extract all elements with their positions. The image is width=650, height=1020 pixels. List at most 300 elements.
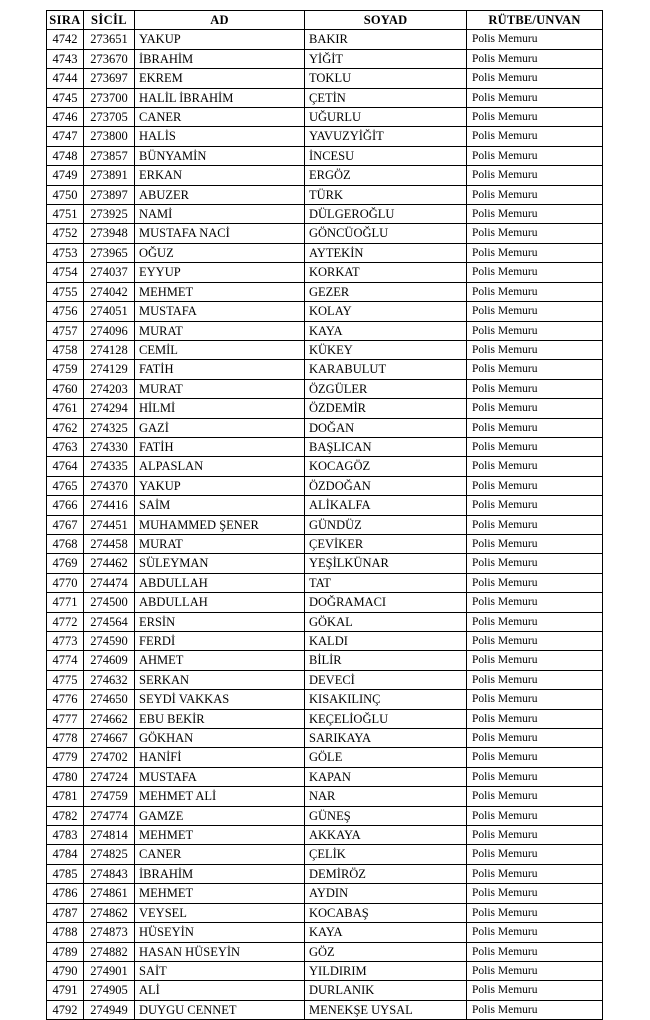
cell-rutbe: Polis Memuru <box>467 1000 603 1019</box>
cell-sira: 4777 <box>47 709 84 728</box>
cell-sicil: 273800 <box>84 127 135 146</box>
cell-sicil: 274129 <box>84 360 135 379</box>
cell-ad: ABDULLAH <box>135 593 305 612</box>
table-row <box>47 437 603 456</box>
cell-sicil: 274096 <box>84 321 135 340</box>
cell-sira: 4765 <box>47 476 84 495</box>
cell-soyad: BAŞLICAN <box>305 437 467 456</box>
cell-rutbe: Polis Memuru <box>467 108 603 127</box>
cell-soyad: KORKAT <box>305 263 467 282</box>
cell-soyad: DURLANIK <box>305 981 467 1000</box>
cell-rutbe: Polis Memuru <box>467 263 603 282</box>
cell-ad: NAMİ <box>135 205 305 224</box>
table-row <box>47 360 603 379</box>
table-row <box>47 88 603 107</box>
cell-rutbe: Polis Memuru <box>467 418 603 437</box>
table-row <box>47 108 603 127</box>
cell-sira: 4749 <box>47 166 84 185</box>
cell-rutbe: Polis Memuru <box>467 593 603 612</box>
table-row <box>47 709 603 728</box>
cell-soyad: KOCAGÖZ <box>305 457 467 476</box>
cell-rutbe: Polis Memuru <box>467 30 603 49</box>
table-row <box>47 496 603 515</box>
cell-sicil: 274905 <box>84 981 135 1000</box>
cell-ad: ERKAN <box>135 166 305 185</box>
cell-soyad: ÇETİN <box>305 88 467 107</box>
cell-rutbe: Polis Memuru <box>467 127 603 146</box>
cell-sicil: 274294 <box>84 399 135 418</box>
cell-rutbe: Polis Memuru <box>467 612 603 631</box>
cell-sicil: 274759 <box>84 787 135 806</box>
cell-sicil: 274862 <box>84 903 135 922</box>
cell-ad: OĞUZ <box>135 243 305 262</box>
table-header-row <box>47 11 603 30</box>
cell-ad: ABUZER <box>135 185 305 204</box>
cell-rutbe: Polis Memuru <box>467 573 603 592</box>
cell-ad: MUSTAFA NACİ <box>135 224 305 243</box>
table-row <box>47 263 603 282</box>
cell-soyad: BİLİR <box>305 651 467 670</box>
cell-soyad: GÜNDÜZ <box>305 515 467 534</box>
cell-sicil: 273925 <box>84 205 135 224</box>
cell-rutbe: Polis Memuru <box>467 457 603 476</box>
cell-sira: 4752 <box>47 224 84 243</box>
cell-sira: 4790 <box>47 961 84 980</box>
cell-soyad: GÖKAL <box>305 612 467 631</box>
cell-rutbe: Polis Memuru <box>467 748 603 767</box>
cell-sicil: 274609 <box>84 651 135 670</box>
cell-ad: HİLMİ <box>135 399 305 418</box>
cell-soyad: ÖZDEMİR <box>305 399 467 418</box>
cell-soyad: BAKIR <box>305 30 467 49</box>
cell-soyad: GÖLE <box>305 748 467 767</box>
cell-sicil: 274590 <box>84 632 135 651</box>
cell-sira: 4774 <box>47 651 84 670</box>
table-row <box>47 399 603 418</box>
cell-rutbe: Polis Memuru <box>467 690 603 709</box>
cell-rutbe: Polis Memuru <box>467 554 603 573</box>
cell-ad: MURAT <box>135 534 305 553</box>
cell-sira: 4776 <box>47 690 84 709</box>
cell-sira: 4743 <box>47 49 84 68</box>
cell-ad: MEHMET <box>135 826 305 845</box>
cell-soyad: KAYA <box>305 923 467 942</box>
personnel-roster-table <box>46 10 603 1020</box>
cell-sira: 4780 <box>47 767 84 786</box>
cell-rutbe: Polis Memuru <box>467 884 603 903</box>
column-header-ad: AD <box>135 11 305 30</box>
table-row <box>47 146 603 165</box>
table-row <box>47 340 603 359</box>
cell-sicil: 274458 <box>84 534 135 553</box>
cell-ad: MEHMET <box>135 884 305 903</box>
cell-ad: SEYDİ VAKKAS <box>135 690 305 709</box>
cell-ad: VEYSEL <box>135 903 305 922</box>
cell-rutbe: Polis Memuru <box>467 302 603 321</box>
cell-rutbe: Polis Memuru <box>467 340 603 359</box>
cell-soyad: KÜKEY <box>305 340 467 359</box>
cell-rutbe: Polis Memuru <box>467 360 603 379</box>
cell-sira: 4742 <box>47 30 84 49</box>
cell-sicil: 273697 <box>84 69 135 88</box>
cell-sira: 4762 <box>47 418 84 437</box>
table-row <box>47 49 603 68</box>
table-row <box>47 864 603 883</box>
cell-sira: 4767 <box>47 515 84 534</box>
cell-rutbe: Polis Memuru <box>467 632 603 651</box>
cell-sicil: 274500 <box>84 593 135 612</box>
cell-ad: ABDULLAH <box>135 573 305 592</box>
cell-rutbe: Polis Memuru <box>467 49 603 68</box>
cell-soyad: TAT <box>305 573 467 592</box>
cell-soyad: İNCESU <box>305 146 467 165</box>
table-row <box>47 1000 603 1019</box>
cell-sira: 4782 <box>47 806 84 825</box>
cell-sicil: 273857 <box>84 146 135 165</box>
table-row <box>47 166 603 185</box>
cell-soyad: DÜLGEROĞLU <box>305 205 467 224</box>
cell-ad: EYYUP <box>135 263 305 282</box>
cell-soyad: YAVUZYİĞİT <box>305 127 467 146</box>
table-row <box>47 942 603 961</box>
cell-soyad: GÖZ <box>305 942 467 961</box>
cell-sira: 4758 <box>47 340 84 359</box>
cell-sira: 4786 <box>47 884 84 903</box>
cell-sicil: 274203 <box>84 379 135 398</box>
cell-sira: 4770 <box>47 573 84 592</box>
table-row <box>47 593 603 612</box>
cell-ad: CANER <box>135 108 305 127</box>
cell-sira: 4778 <box>47 729 84 748</box>
table-row <box>47 767 603 786</box>
table-body <box>47 30 603 1020</box>
cell-ad: YAKUP <box>135 476 305 495</box>
cell-ad: SAİT <box>135 961 305 980</box>
cell-sira: 4764 <box>47 457 84 476</box>
cell-sira: 4769 <box>47 554 84 573</box>
cell-sicil: 274335 <box>84 457 135 476</box>
table-row <box>47 748 603 767</box>
cell-sira: 4768 <box>47 534 84 553</box>
cell-sira: 4759 <box>47 360 84 379</box>
cell-rutbe: Polis Memuru <box>467 903 603 922</box>
cell-sicil: 274814 <box>84 826 135 845</box>
table-row <box>47 845 603 864</box>
cell-ad: MEHMET ALİ <box>135 787 305 806</box>
table-row <box>47 903 603 922</box>
cell-rutbe: Polis Memuru <box>467 787 603 806</box>
cell-sicil: 273891 <box>84 166 135 185</box>
cell-sicil: 274724 <box>84 767 135 786</box>
column-header-sira: SIRA <box>47 11 84 30</box>
cell-rutbe: Polis Memuru <box>467 88 603 107</box>
table-row <box>47 30 603 49</box>
table-row <box>47 321 603 340</box>
cell-ad: SERKAN <box>135 670 305 689</box>
cell-rutbe: Polis Memuru <box>467 534 603 553</box>
cell-soyad: GÜNEŞ <box>305 806 467 825</box>
cell-sira: 4783 <box>47 826 84 845</box>
cell-ad: GÖKHAN <box>135 729 305 748</box>
cell-soyad: GEZER <box>305 282 467 301</box>
cell-ad: HALİL İBRAHİM <box>135 88 305 107</box>
cell-soyad: SARIKAYA <box>305 729 467 748</box>
cell-sira: 4761 <box>47 399 84 418</box>
cell-ad: HÜSEYİN <box>135 923 305 942</box>
cell-rutbe: Polis Memuru <box>467 224 603 243</box>
cell-sira: 4753 <box>47 243 84 262</box>
cell-rutbe: Polis Memuru <box>467 767 603 786</box>
cell-rutbe: Polis Memuru <box>467 282 603 301</box>
table-row <box>47 69 603 88</box>
cell-sicil: 274843 <box>84 864 135 883</box>
cell-sicil: 274051 <box>84 302 135 321</box>
cell-soyad: ÖZGÜLER <box>305 379 467 398</box>
cell-soyad: AYTEKİN <box>305 243 467 262</box>
cell-rutbe: Polis Memuru <box>467 185 603 204</box>
cell-soyad: DOĞAN <box>305 418 467 437</box>
table-row <box>47 127 603 146</box>
cell-sicil: 273948 <box>84 224 135 243</box>
cell-ad: ALİ <box>135 981 305 1000</box>
cell-sicil: 274873 <box>84 923 135 942</box>
cell-sira: 4746 <box>47 108 84 127</box>
cell-rutbe: Polis Memuru <box>467 476 603 495</box>
cell-rutbe: Polis Memuru <box>467 709 603 728</box>
cell-soyad: ALİKALFA <box>305 496 467 515</box>
table-row <box>47 923 603 942</box>
table-row <box>47 826 603 845</box>
cell-soyad: AKKAYA <box>305 826 467 845</box>
cell-sira: 4781 <box>47 787 84 806</box>
table-row <box>47 787 603 806</box>
cell-ad: BÜNYAMİN <box>135 146 305 165</box>
cell-sira: 4775 <box>47 670 84 689</box>
cell-soyad: KARABULUT <box>305 360 467 379</box>
cell-ad: EBU BEKİR <box>135 709 305 728</box>
cell-soyad: NAR <box>305 787 467 806</box>
table-row <box>47 632 603 651</box>
table-row <box>47 224 603 243</box>
cell-sira: 4785 <box>47 864 84 883</box>
cell-ad: HASAN HÜSEYİN <box>135 942 305 961</box>
cell-rutbe: Polis Memuru <box>467 69 603 88</box>
column-header-rutbe: RÜTBE/UNVAN <box>467 11 603 30</box>
cell-rutbe: Polis Memuru <box>467 826 603 845</box>
table-row <box>47 418 603 437</box>
table-row <box>47 457 603 476</box>
cell-rutbe: Polis Memuru <box>467 437 603 456</box>
cell-sicil: 274650 <box>84 690 135 709</box>
table-row <box>47 554 603 573</box>
cell-ad: MUSTAFA <box>135 767 305 786</box>
cell-sicil: 274451 <box>84 515 135 534</box>
cell-ad: FATİH <box>135 360 305 379</box>
table-row <box>47 612 603 631</box>
table-row <box>47 476 603 495</box>
cell-rutbe: Polis Memuru <box>467 205 603 224</box>
cell-soyad: KAPAN <box>305 767 467 786</box>
cell-sicil: 273965 <box>84 243 135 262</box>
cell-rutbe: Polis Memuru <box>467 942 603 961</box>
cell-sicil: 274462 <box>84 554 135 573</box>
cell-soyad: YİĞİT <box>305 49 467 68</box>
cell-ad: İBRAHİM <box>135 864 305 883</box>
cell-sicil: 274042 <box>84 282 135 301</box>
table-row <box>47 205 603 224</box>
cell-soyad: MENEKŞE UYSAL <box>305 1000 467 1019</box>
cell-rutbe: Polis Memuru <box>467 864 603 883</box>
cell-soyad: AYDIN <box>305 884 467 903</box>
table-row <box>47 302 603 321</box>
cell-sicil: 274370 <box>84 476 135 495</box>
cell-sicil: 273700 <box>84 88 135 107</box>
cell-ad: ALPASLAN <box>135 457 305 476</box>
table-row <box>47 185 603 204</box>
cell-soyad: ÖZDOĞAN <box>305 476 467 495</box>
table-row <box>47 379 603 398</box>
cell-ad: FATİH <box>135 437 305 456</box>
table-header <box>47 11 603 30</box>
cell-soyad: GÖNCÜOĞLU <box>305 224 467 243</box>
cell-soyad: YILDIRIM <box>305 961 467 980</box>
cell-sira: 4744 <box>47 69 84 88</box>
cell-ad: MUSTAFA <box>135 302 305 321</box>
cell-sicil: 274667 <box>84 729 135 748</box>
table-row <box>47 515 603 534</box>
cell-sira: 4748 <box>47 146 84 165</box>
cell-soyad: DEVECİ <box>305 670 467 689</box>
cell-sicil: 274662 <box>84 709 135 728</box>
cell-rutbe: Polis Memuru <box>467 321 603 340</box>
cell-soyad: ÇEVİKER <box>305 534 467 553</box>
cell-soyad: KOCABAŞ <box>305 903 467 922</box>
table-row <box>47 981 603 1000</box>
cell-sira: 4756 <box>47 302 84 321</box>
cell-sira: 4792 <box>47 1000 84 1019</box>
cell-rutbe: Polis Memuru <box>467 166 603 185</box>
cell-rutbe: Polis Memuru <box>467 243 603 262</box>
cell-sira: 4791 <box>47 981 84 1000</box>
cell-rutbe: Polis Memuru <box>467 146 603 165</box>
cell-rutbe: Polis Memuru <box>467 670 603 689</box>
cell-soyad: DOĞRAMACI <box>305 593 467 612</box>
cell-sira: 4760 <box>47 379 84 398</box>
cell-ad: CEMİL <box>135 340 305 359</box>
cell-rutbe: Polis Memuru <box>467 496 603 515</box>
cell-sicil: 274325 <box>84 418 135 437</box>
cell-sira: 4784 <box>47 845 84 864</box>
cell-sicil: 273651 <box>84 30 135 49</box>
cell-sira: 4788 <box>47 923 84 942</box>
cell-rutbe: Polis Memuru <box>467 845 603 864</box>
cell-ad: MUHAMMED ŞENER <box>135 515 305 534</box>
table-row <box>47 806 603 825</box>
cell-ad: GAZİ <box>135 418 305 437</box>
cell-rutbe: Polis Memuru <box>467 515 603 534</box>
cell-sira: 4745 <box>47 88 84 107</box>
table-row <box>47 534 603 553</box>
cell-sicil: 274949 <box>84 1000 135 1019</box>
table-row <box>47 690 603 709</box>
cell-sira: 4771 <box>47 593 84 612</box>
cell-sicil: 273670 <box>84 49 135 68</box>
cell-rutbe: Polis Memuru <box>467 923 603 942</box>
cell-ad: EKREM <box>135 69 305 88</box>
cell-rutbe: Polis Memuru <box>467 379 603 398</box>
cell-soyad: ÇELİK <box>305 845 467 864</box>
cell-rutbe: Polis Memuru <box>467 806 603 825</box>
cell-sira: 4789 <box>47 942 84 961</box>
cell-soyad: UĞURLU <box>305 108 467 127</box>
cell-rutbe: Polis Memuru <box>467 981 603 1000</box>
cell-sira: 4751 <box>47 205 84 224</box>
cell-soyad: KEÇELİOĞLU <box>305 709 467 728</box>
table-row <box>47 670 603 689</box>
cell-soyad: TOKLU <box>305 69 467 88</box>
cell-ad: YAKUP <box>135 30 305 49</box>
cell-sicil: 274632 <box>84 670 135 689</box>
cell-sicil: 274774 <box>84 806 135 825</box>
table-row <box>47 651 603 670</box>
cell-sicil: 274702 <box>84 748 135 767</box>
cell-ad: MURAT <box>135 321 305 340</box>
cell-soyad: YEŞİLKÜNAR <box>305 554 467 573</box>
cell-soyad: KISAKILINÇ <box>305 690 467 709</box>
cell-soyad: KAYA <box>305 321 467 340</box>
cell-ad: GAMZE <box>135 806 305 825</box>
table-row <box>47 243 603 262</box>
cell-ad: ERSİN <box>135 612 305 631</box>
cell-sicil: 274564 <box>84 612 135 631</box>
cell-sira: 4773 <box>47 632 84 651</box>
cell-sicil: 274882 <box>84 942 135 961</box>
cell-ad: İBRAHİM <box>135 49 305 68</box>
cell-rutbe: Polis Memuru <box>467 961 603 980</box>
cell-rutbe: Polis Memuru <box>467 399 603 418</box>
cell-sicil: 274825 <box>84 845 135 864</box>
cell-ad: SAİM <box>135 496 305 515</box>
cell-sicil: 274330 <box>84 437 135 456</box>
cell-sira: 4747 <box>47 127 84 146</box>
cell-ad: HANİFİ <box>135 748 305 767</box>
column-header-soyad: SOYAD <box>305 11 467 30</box>
cell-sira: 4772 <box>47 612 84 631</box>
cell-sicil: 274901 <box>84 961 135 980</box>
cell-sira: 4754 <box>47 263 84 282</box>
cell-sicil: 274037 <box>84 263 135 282</box>
cell-sicil: 274474 <box>84 573 135 592</box>
cell-sicil: 274861 <box>84 884 135 903</box>
cell-sira: 4766 <box>47 496 84 515</box>
cell-sicil: 274128 <box>84 340 135 359</box>
cell-ad: SÜLEYMAN <box>135 554 305 573</box>
cell-soyad: TÜRK <box>305 185 467 204</box>
table-row <box>47 884 603 903</box>
cell-sicil: 273705 <box>84 108 135 127</box>
cell-soyad: ERGÖZ <box>305 166 467 185</box>
cell-ad: MEHMET <box>135 282 305 301</box>
cell-sicil: 273897 <box>84 185 135 204</box>
cell-ad: CANER <box>135 845 305 864</box>
cell-soyad: KALDI <box>305 632 467 651</box>
cell-sira: 4763 <box>47 437 84 456</box>
table-row <box>47 282 603 301</box>
cell-sira: 4757 <box>47 321 84 340</box>
table-row <box>47 961 603 980</box>
cell-rutbe: Polis Memuru <box>467 729 603 748</box>
cell-sira: 4755 <box>47 282 84 301</box>
